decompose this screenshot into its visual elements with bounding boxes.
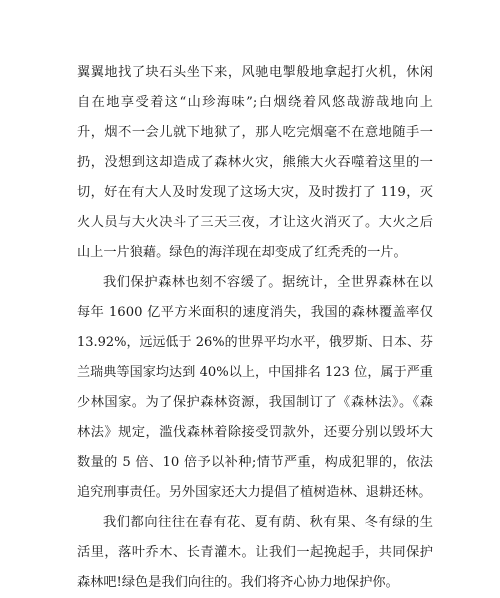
text-line: 林法》规定，滥伐森林着除接受罚款外，还要分别以毁坏大 xyxy=(77,425,433,440)
text-line: 追究刑事责任。另外国家还大力提倡了植树造林、退耕还林。 xyxy=(77,485,432,500)
paragraph-2 xyxy=(77,268,433,508)
text-line: 数量的 5 倍、10 倍予以补种;情节严重，构成犯罪的，依法 xyxy=(77,455,433,470)
text-line: 升，烟不一会儿就下地狱了，那人吃完烟毫不在意地随手一 xyxy=(77,125,433,140)
text-line: 火人员与大火决斗了三天三夜，才让这火消灭了。大火之后 xyxy=(77,215,433,230)
text-line: 兰瑞典等国家均达到 40%以上，中国排名 123 位，属于严重 xyxy=(77,365,433,380)
text-line: 每年 1600 亿平方米面积的速度消失，我国的森林覆盖率仅 xyxy=(77,305,433,320)
text-line: 翼翼地找了块石头坐下来，风驰电掣般地拿起打火机，休闲 xyxy=(77,65,433,80)
text-line: 我们保护森林也刻不容缓了。据统计，全世界森林在以 xyxy=(103,275,433,290)
text-line: 山上一片狼藉。绿色的海洋现在却变成了红秃秃的一片。 xyxy=(77,245,407,260)
document-body xyxy=(77,58,433,598)
cropped-next-line-fragment xyxy=(108,556,228,562)
text-line: 活里，落叶乔木、长青灌木。让我们一起挽起手，共同保护 xyxy=(77,545,433,560)
text-line: 少林国家。为了保护森林资源，我国制订了《森林法》。《森 xyxy=(77,395,433,410)
text-line: 13.92%，远远低于 26%的世界平均水平，俄罗斯、日本、芬 xyxy=(77,335,433,350)
text-line: 切，好在有大人及时发现了这场大灾，及时拨打了 119，灭 xyxy=(77,185,433,200)
text-line: 扔，没想到这却造成了森林火灾，熊熊大火吞噬着这里的一 xyxy=(77,155,433,170)
paragraph-3 xyxy=(77,508,433,598)
text-line: 自在地享受着这“山珍海味”;白烟绕着风悠哉游哉地向上 xyxy=(77,95,433,110)
text-line: 森林吧!绿色是我们向往的。我们将齐心协力地保护你。 xyxy=(77,575,399,590)
paragraph-1 xyxy=(77,58,433,268)
text-line: 我们都向往往在春有花、夏有荫、秋有果、冬有绿的生 xyxy=(103,515,433,530)
